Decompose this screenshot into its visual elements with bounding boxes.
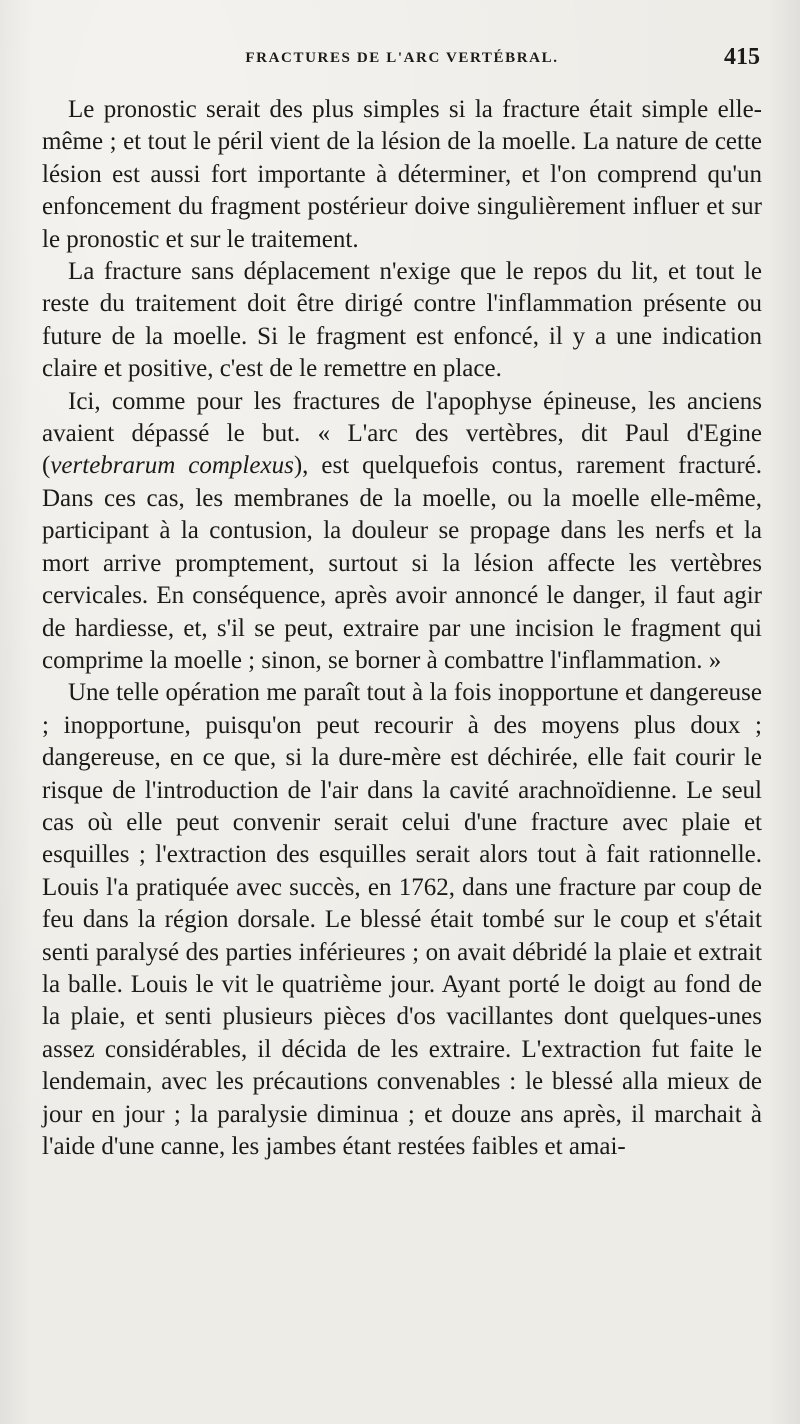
paragraph-ancients-text-after: ), est quelquefois contus, rarement fracturé. Dans ces cas, les membranes de la moelle, ou la moelle elle-même, participant à la contusion, la douleur se propage dans les nerfs et la mort arrive promptement, surtout si la lésion affecte les vertèbres cervicales. En conséquence, après avoir annoncé le danger, il faut agir de hardiesse, et, s'il se peut, extraire par une incision le fragment qui comprime la moelle ; sinon, se borner à combattre l'inflammation. » xyxy=(42,452,763,674)
italic-latin-term: vertebrarum complexus xyxy=(50,452,294,480)
paragraph-ancients-text-before: Ici, comme pour les fractures de l'apophyse épineuse, les anciens avaient dépassé le but. « L'arc des vertèbres, dit Paul d'Egine ( xyxy=(42,387,762,480)
running-header xyxy=(42,44,762,80)
body-text xyxy=(42,94,762,1163)
paragraph-operation: Une telle opération me paraît tout à la fois inopportune et dangereuse ; inopportune, puisqu'on peut recourir à des moyens plus doux ; dangereuse, en ce que, si la dure-mère est déchirée, elle fait courir le risque de l'introduction de l'air dans la cavité arachnoïdienne. Le seul cas où elle peut convenir serait celui d'une fracture avec plaie et esquilles ; l'extraction des esquilles serait alors tout à fait rationnelle. Louis l'a pratiquée avec succès, en 1762, dans une fracture par coup de feu dans la région dorsale. Le blessé était tombé sur le coup et s'était senti paralysé des parties inférieures ; on avait débridé la plaie et extrait la balle. Louis le vit le quatrième jour. Ayant porté le doigt au fond de la plaie, et senti plusieurs pièces d'os vacillantes dont quelques-unes assez considérables, il décida de les extraire. L'extraction fut faite le lendemain, avec les précautions convenables : le blessé alla mieux de jour en jour ; la paralysie diminua ; et douze ans après, il marchait à l'aide d'une canne, les jambes étant restées faibles et amai- xyxy=(42,679,762,1160)
paragraph-ancients xyxy=(42,386,762,678)
paragraph-treatment: La fracture sans déplacement n'exige que le repos du lit, et tout le reste du traitement doit être dirigé contre l'inflammation présente ou future de la moelle. Si le fragment est enfoncé, il y a une indication claire et positive, c'est de le remettre en place. xyxy=(42,258,762,383)
paragraph-prognosis: Le pronostic serait des plus simples si la fracture était simple elle-même ; et tout le péril vient de la lésion de la moelle. La nature de cette lésion est aussi fort importante à déterminer, et l'on comprend qu'un enfoncement du fragment postérieur doive singulièrement influer et sur le pronostic et sur le traitement. xyxy=(42,96,762,253)
running-title: FRACTURES DE L'ARC VERTÉBRAL. xyxy=(245,50,559,66)
page-number: 415 xyxy=(724,44,760,70)
